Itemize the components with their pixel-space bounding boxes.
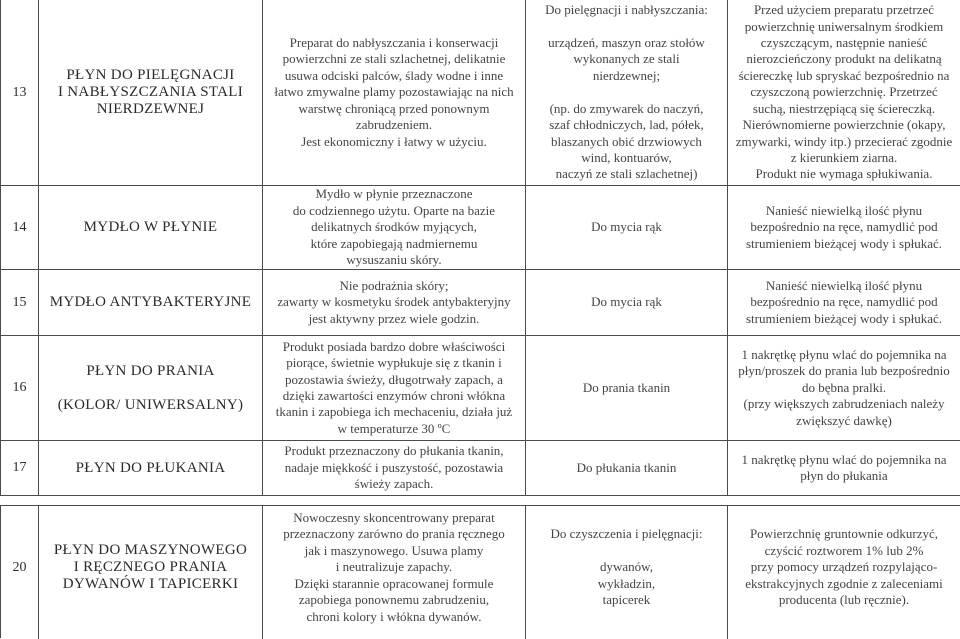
- cell-purpose: [526, 186, 728, 270]
- cell-number: [1, 270, 39, 336]
- cell-number: [1, 0, 39, 186]
- product-name: PŁYN DO MASZYNOWEGO I RĘCZNEGO PRANIA DYWANÓW I TAPICERKI: [53, 542, 248, 592]
- product-table-continued: [0, 505, 960, 638]
- product-description: Produkt przeznaczony do płukania tkanin, nadaje miękkość i puszystość, pozostawia świeży zapach.: [284, 443, 504, 492]
- cell-usage: [728, 186, 960, 270]
- product-name: PŁYN DO PRANIA (KOLOR/ UNIWERSALNY): [57, 362, 244, 413]
- cell-purpose: [526, 441, 728, 496]
- product-description: Nowoczesny skoncentrowany preparat przeznaczony zarówno do prania ręcznego jak i maszynowego. Usuwa plamy i neutralizuje zapachy. Dzięki starannie opracowanej formule zapobiega ponownemu zabrudzeniu, chroni kolory i włókna dywanów.: [283, 510, 505, 624]
- cell-description: [263, 506, 526, 639]
- row-number: 13: [12, 84, 27, 100]
- product-description: Nie podrażnia skóry; zawarty w kosmetyku środek antybakteryjny jest aktywny przez wiele godzin.: [277, 277, 511, 326]
- row-number: 15: [12, 294, 27, 310]
- product-description: Mydło w płynie przeznaczone do codziennego użytu. Oparte na bazie delikatnych środków myjących, które zapobiegają nadmiernemu wysuszaniu skóry.: [292, 186, 496, 268]
- cell-usage: [728, 270, 960, 336]
- row-number: 14: [12, 219, 27, 235]
- cell-description: [263, 270, 526, 336]
- cell-description: [263, 441, 526, 496]
- usage-instructions: Powierzchnię gruntownie odkurzyć, czyścić roztworem 1% lub 2% przy pomocy urządzeń rozpylająco- ekstrakcyjnych zgodnie z zaleceniami producenta (lub ręcznie).: [745, 526, 943, 608]
- usage-instructions: 1 nakrętkę płynu wlać do pojemnika na płyn do płukania: [741, 451, 947, 483]
- cell-usage: [728, 336, 960, 441]
- cell-product-name: [39, 441, 263, 496]
- product-purpose: Do mycia rąk: [591, 219, 662, 235]
- product-description: Produkt posiada bardzo dobre właściwości piorące, świetnie wypłukuje się z tkanin i pozostawia świeży, długotrwały zapach, a dzięki zawartości enzymów chroni włókna tkanin i zapobiega ich mechaceniu, działa już w temperaturze 30 ºC: [275, 338, 513, 436]
- cell-product-name: [39, 270, 263, 336]
- cell-number: [1, 186, 39, 270]
- row-number: 16: [12, 380, 27, 395]
- cell-usage: [728, 441, 960, 496]
- row-number: 17: [12, 460, 27, 475]
- cell-description: [263, 336, 526, 441]
- usage-instructions: Przed użyciem preparatu przetrzeć powierzchnię uniwersalnym środkiem czyszczącym, następnie nanieść nierozcieńczony produkt na delikatną ściereczkę lub spryskać bezpośrednio na czyszczoną powierzchnię. Przetrzeć suchą, niestrzępiącą się ściereczką. Nierównomierne powierzchnie (okapy, zmywarki, windy itp.) przecierać zgodnie z kierunkiem ziarna. Produkt nie wymaga spłukiwania.: [735, 2, 953, 182]
- product-purpose: Do pielęgnacji i nabłyszczania: urządzeń, maszyn oraz stołów wykonanych ze stali nierdzewnej; (np. do zmywarek do naczyń, szaf chłodniczych, lad, półek, blaszanych obić drzwiowych wind, kontuarów, naczyń ze stali szlachetnej): [545, 2, 708, 182]
- cell-purpose: [526, 0, 728, 186]
- usage-instructions: 1 nakrętkę płynu wlać do pojemnika na płyn/proszek do prania lub bezpośrednio do bębna pralki. (przy większych zabrudzeniach należy zwiększyć dawkę): [738, 346, 950, 428]
- cell-product-name: [39, 506, 263, 639]
- product-purpose: Do prania tkanin: [582, 379, 671, 395]
- cell-product-name: [39, 0, 263, 186]
- product-purpose: Do płukania tkanin: [576, 459, 677, 475]
- cell-description: [263, 186, 526, 270]
- cell-product-name: [39, 186, 263, 270]
- cell-usage: [728, 0, 960, 186]
- cell-number: [1, 506, 39, 639]
- cell-description: [263, 0, 526, 186]
- product-description: Preparat do nabłyszczania i konserwacji powierzchni ze stali szlachetnej, delikatnie usuwa odciski palców, ślady wodne i inne łatwo zmywalne plamy pozostawiając na nich warstwę chroniącą przed ponownym zabrudzeniem. Jest ekonomiczny i łatwy w użyciu.: [274, 35, 514, 149]
- product-name: MYDŁO W PŁYNIE: [83, 219, 218, 235]
- product-name: PŁYN DO PŁUKANIA: [75, 459, 226, 476]
- cell-number: [1, 336, 39, 441]
- cell-purpose: [526, 506, 728, 639]
- product-name: MYDŁO ANTYBAKTERYJNE: [49, 294, 252, 310]
- cell-purpose: [526, 270, 728, 336]
- product-purpose: Do mycia rąk: [591, 294, 662, 310]
- cell-purpose: [526, 336, 728, 441]
- usage-instructions: Nanieść niewielką ilość płynu bezpośrednio na ręce, namydlić pod strumieniem bieżącej wody i spłukać.: [745, 202, 943, 251]
- cell-usage: [728, 506, 960, 639]
- product-purpose: Do czyszczenia i pielęgnacji: dywanów, wykładzin, tapicerek: [550, 526, 703, 608]
- product-name: PŁYN DO PIELĘGNACJI I NABŁYSZCZANIA STALI NIERDZEWNEJ: [57, 67, 244, 117]
- cell-product-name: [39, 336, 263, 441]
- usage-instructions: Nanieść niewielką ilość płynu bezpośrednio na ręce, namydlić pod strumieniem bieżącej wody i spłukać.: [745, 277, 943, 326]
- row-number: 20: [12, 559, 27, 575]
- cell-number: [1, 441, 39, 496]
